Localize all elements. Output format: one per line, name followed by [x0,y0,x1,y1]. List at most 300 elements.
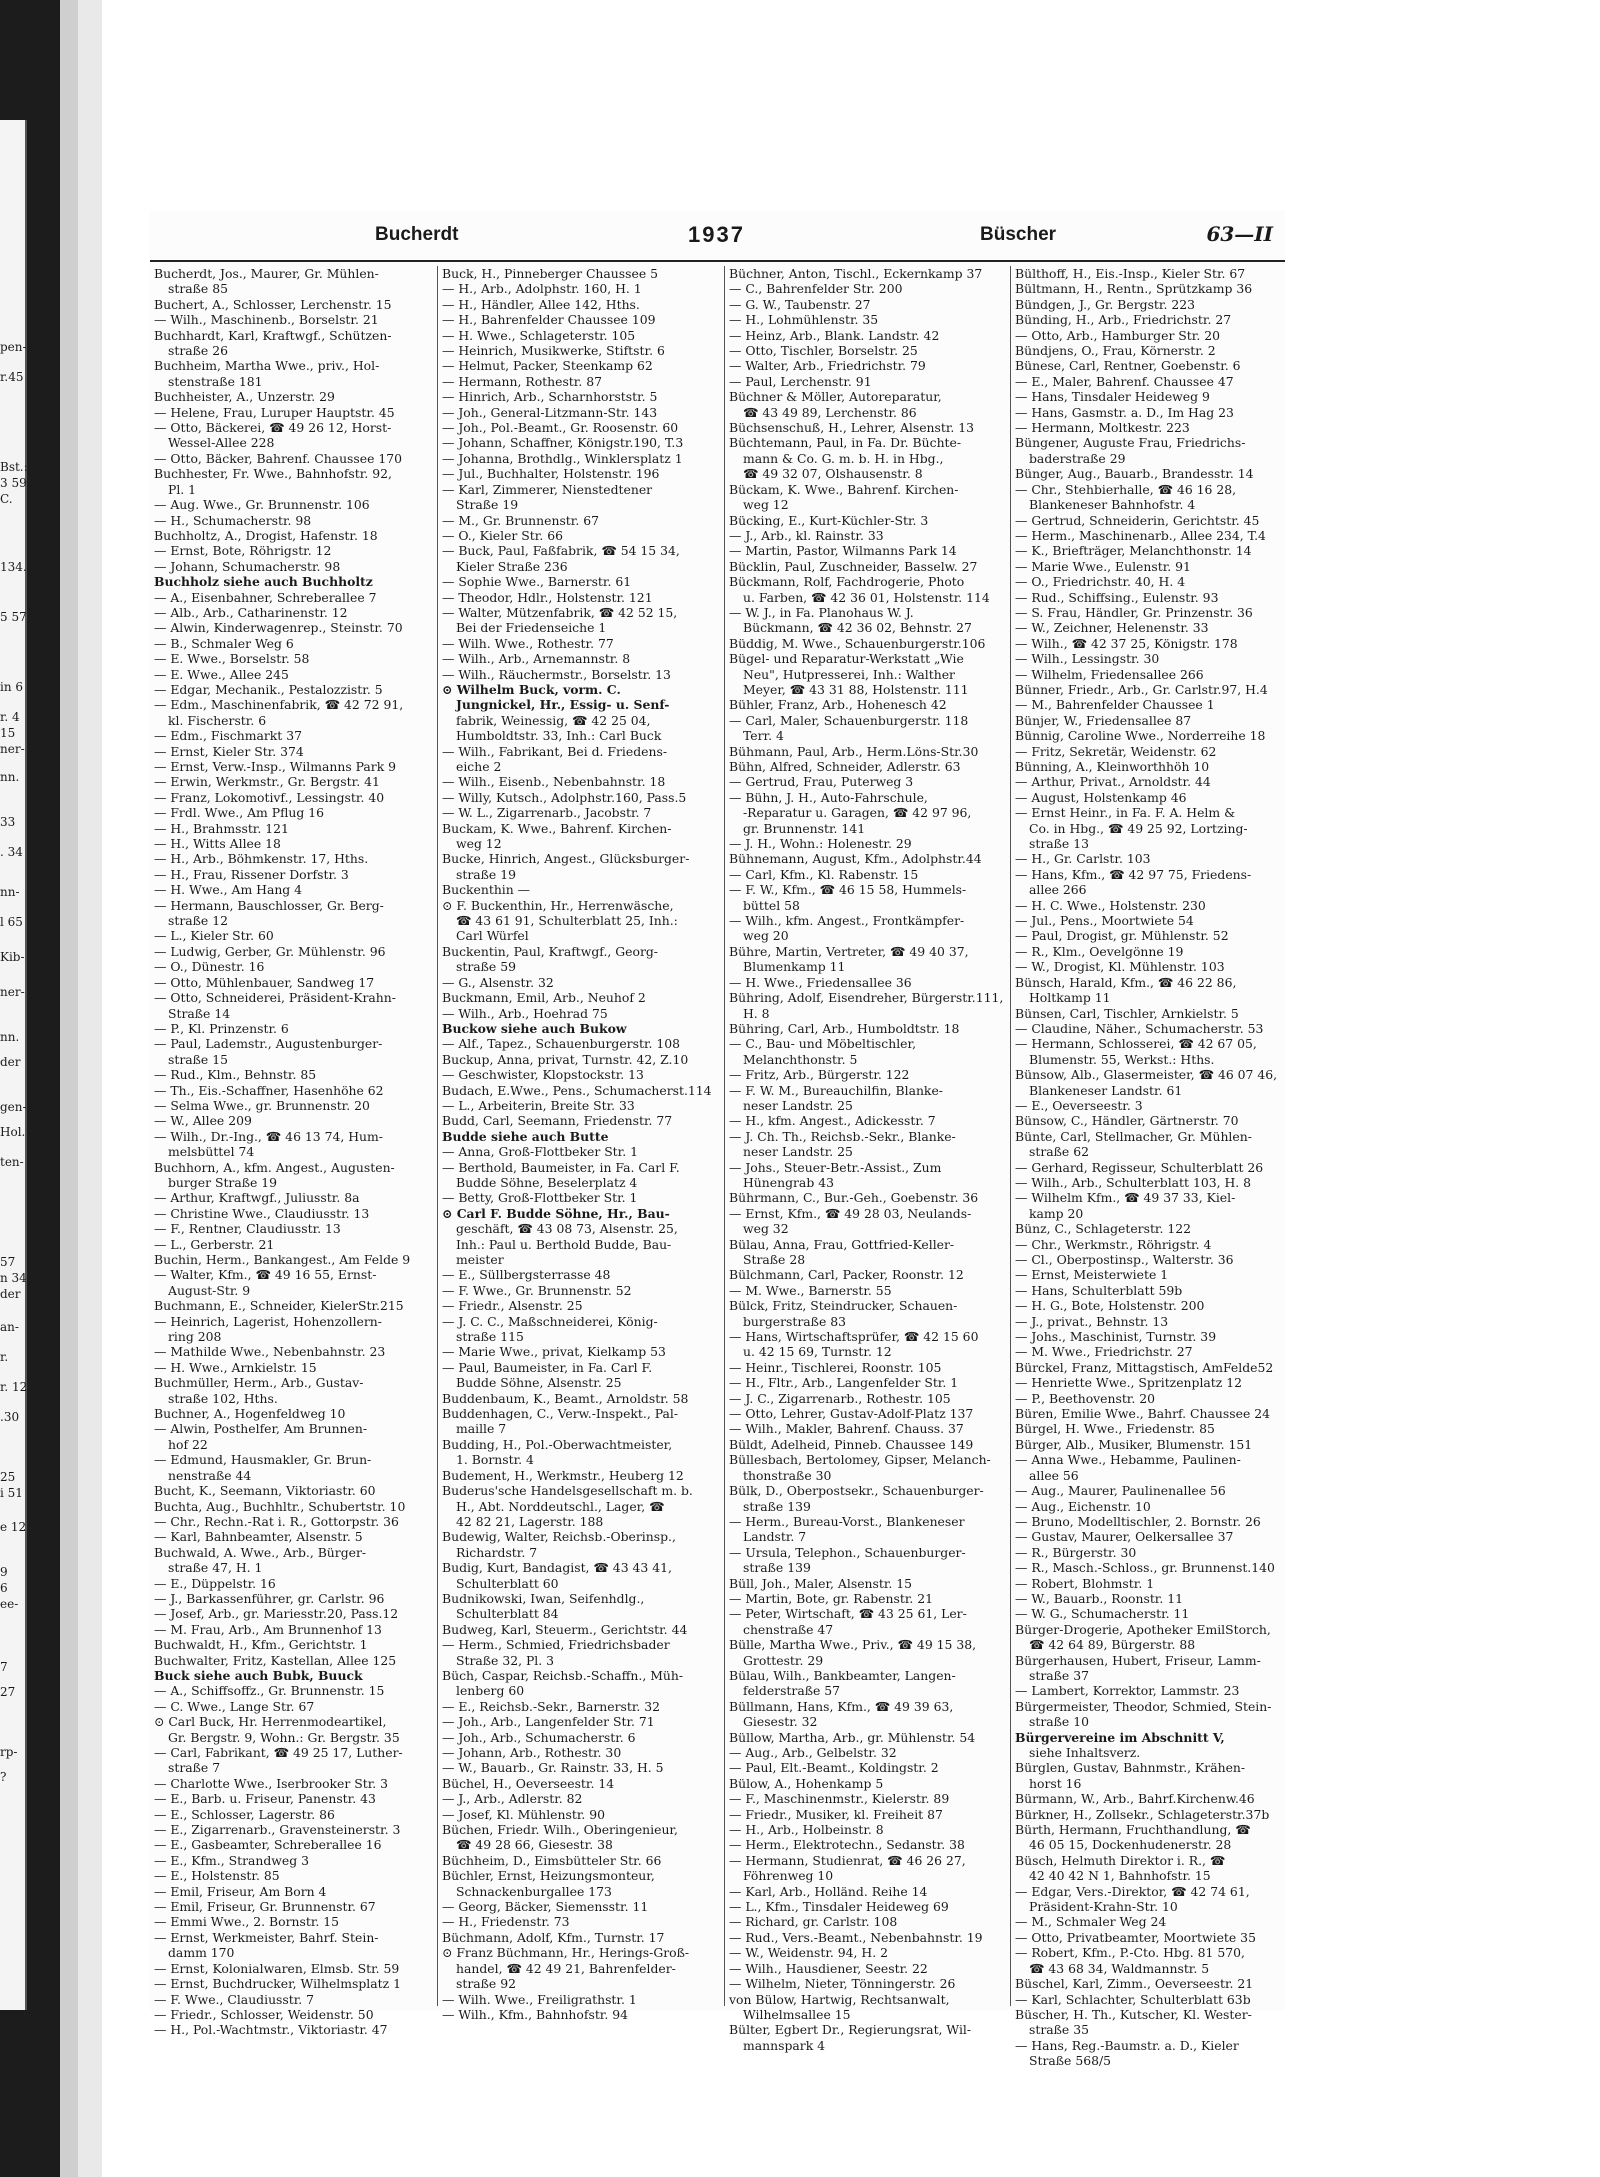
directory-entry-line: u. Farben, ☎ 42 36 01, Holstenstr. 114 [743,589,990,605]
directory-entry-line: mann & Co. G. m. b. H. in Hbg., [743,450,944,466]
directory-entry-line: — Wilh., Eisenb., Nebenbahnstr. 18 [442,774,666,790]
directory-entry-line: — Marie Wwe., privat, Kielkamp 53 [442,1344,666,1360]
directory-entry-line: — Friedr., Schlosser, Weidenstr. 50 [154,2006,374,2022]
directory-entry-line: ⊙ Franz Büchmann, Hr., Herings-Groß- [442,1945,690,1961]
directory-entry-line: Buchwaldt, H., Kfm., Gerichtstr. 1 [154,1637,368,1653]
facing-page-text-fragment: ner- [0,742,25,756]
directory-entry-line: — Aug., Maurer, Paulinenallee 56 [1015,1483,1226,1499]
directory-entry-line: — Edgar, Vers.-Direktor, ☎ 42 74 61, [1015,1883,1250,1899]
directory-entry-line: — E. Wwe., Borselstr. 58 [154,651,310,667]
directory-entry-line: — Wilh. Wwe., Freiligrathstr. 1 [442,1991,637,2007]
directory-entry-line: — Friedr., Alsenstr. 25 [442,1298,583,1314]
directory-entry-line: straße 92 [456,1976,516,1992]
directory-entry-line: Büch, Caspar, Reichsb.-Schaffn., Müh- [442,1667,684,1683]
directory-entry-line: — Otto, Privatbeamter, Moortwiete 35 [1015,1929,1256,1945]
directory-entry-line: — Otto, Bäckerei, ☎ 49 26 12, Horst- [154,420,392,436]
directory-entry-line: Budde Söhne, Alsenstr. 25 [456,1375,622,1391]
directory-entry-line: — Cl., Oberpostinsp., Walterstr. 36 [1015,1252,1234,1267]
directory-entry-line: — E., Kfm., Strandweg 3 [154,1852,309,1868]
directory-entry-line: — H., Schumacherstr. 98 [154,512,312,528]
directory-entry-line: — Jul., Pens., Moortwiete 54 [1015,913,1194,929]
directory-entry-line: — Karl, Bahnbeamter, Alsenstr. 5 [154,1529,363,1545]
directory-entry-line: weg 12 [456,836,502,852]
directory-entry-line: Straße 14 [168,1005,231,1021]
directory-entry-line: — B., Schmaler Weg 6 [154,635,294,651]
facing-page-text-fragment: 134. [0,560,27,574]
directory-entry-line: — H., Lohmühlenstr. 35 [729,312,879,328]
directory-entry-line: ring 208 [168,1329,222,1345]
directory-entry-line: — Wilhelm, Nieter, Tönningerstr. 26 [729,1976,956,1992]
directory-entry-line: — C. Wwe., Lange Str. 67 [154,1698,315,1714]
directory-entry-line: — Martin, Pastor, Wilmanns Park 14 [729,543,957,559]
directory-entry-line: Buchmann, E., Schneider, KielerStr.215 [154,1298,404,1314]
directory-entry-line: gr. Brunnenstr. 141 [743,820,866,836]
directory-entry-line: Buckenthin — [442,882,531,898]
directory-entry-line: Bürglen, Gustav, Bahnmstr., Krähen- [1015,1760,1246,1776]
directory-entry-line: Büllow, Martha, Arb., gr. Mühlenstr. 54 [729,1729,976,1745]
directory-entry-line: — L., Arbeiterin, Breite Str. 33 [442,1097,635,1113]
facing-page-text-fragment: . 34 [0,845,23,859]
facing-page-text-fragment: ten- [0,1155,24,1169]
directory-entry-line: Bücklin, Paul, Zuschneider, Basselw. 27 [729,558,978,574]
directory-entry-line: — W., Zeichner, Helenenstr. 33 [1015,620,1209,636]
directory-entry-line: Bündjens, O., Frau, Körnerstr. 2 [1015,343,1216,359]
facing-page-text-fragment: rp- [0,1745,18,1759]
directory-entry-line: Bünger, Aug., Bauarb., Brandesstr. 14 [1015,466,1254,482]
directory-entry-line: — Heinr., Tischlerei, Roonstr. 105 [729,1359,942,1375]
directory-entry-line: — Berthold, Baumeister, in Fa. Carl F. [442,1159,680,1175]
directory-entry-line: — J. C., Zigarrenarb., Rothestr. 105 [729,1390,951,1406]
directory-entry-line: — Karl, Arb., Holländ. Reihe 14 [729,1883,928,1899]
directory-entry-line: — Hermann, Moltkestr. 223 [1015,420,1190,436]
directory-entry-line: nenstraße 44 [168,1467,252,1483]
directory-entry-line: Büchen, Friedr. Wilh., Oberingenieur, [442,1822,678,1838]
directory-entry-line: Bünsow, C., Händler, Gärtnerstr. 70 [1015,1113,1239,1129]
directory-entry-line: — Bruno, Modelltischler, 2. Bornstr. 26 [1015,1513,1261,1529]
binding-edge [60,0,78,2177]
directory-entry-line: Büll, Joh., Maler, Alsenstr. 15 [729,1575,913,1591]
directory-entry-line: Buchheister, A., Unzerstr. 29 [154,389,335,405]
directory-entry-line: — J., Arb., kl. Rainstr. 33 [729,527,884,543]
directory-entry-line: — Herm., Maschinenarb., Allee 234, T.4 [1015,527,1266,543]
directory-entry-line: — Wilh., Arb., Hoehrad 75 [442,1005,608,1021]
directory-entry-line: Bühnemann, August, Kfm., Adolphstr.44 [729,851,982,867]
directory-entry-line: — Josef, Arb., gr. Mariesstr.20, Pass.12 [154,1606,399,1622]
directory-entry-line: melsbüttel 74 [168,1144,255,1160]
directory-entry-line: — Wilh., Dr.-Ing., ☎ 46 13 74, Hum- [154,1128,383,1144]
directory-entry-line: Bürth, Hermann, Fruchthandlung, ☎ [1015,1822,1251,1838]
directory-entry-line: — M., Gr. Brunnenstr. 67 [442,512,599,528]
directory-entry-line: — Hans, Reg.-Baumstr. a. D., Kieler [1015,2037,1239,2053]
directory-entry-line: Bürgermeister, Theodor, Schmied, Stein- [1015,1698,1272,1714]
directory-entry-line: Bürger-Drogerie, Apotheker EmilStorch, [1015,1621,1271,1637]
column-4 [1010,266,1284,2069]
directory-entry-line: ⊙ Wilhelm Buck, vorm. C. [442,681,621,697]
facing-page-text-fragment: ner- [0,985,25,999]
directory-entry-line: ⊙ Carl Buck, Hr. Herrenmodeartikel, [154,1714,387,1730]
directory-entry-line: Hünengrab 43 [743,1174,834,1190]
directory-entry-line: — H. Wwe., Arnkielstr. 15 [154,1359,317,1375]
facing-page-text-fragment: 27 [0,1685,16,1699]
directory-entry-line: Bürgervereine im Abschnitt V, [1015,1729,1225,1745]
directory-entry-line: — M. Wwe., Barnerstr. 55 [729,1282,892,1298]
facing-page-text-fragment: pen- [0,340,27,354]
directory-entry-line: Bühn, Alfred, Schneider, Adlerstr. 63 [729,759,961,774]
directory-entry-line: — Ludwig, Gerber, Gr. Mühlenstr. 96 [154,943,386,959]
directory-entry-line: — J., privat., Behnstr. 13 [1015,1313,1169,1329]
directory-entry-line: — L., Kieler Str. 60 [154,928,274,944]
directory-entry-line: Büchsenschuß, H., Lehrer, Alsenstr. 13 [729,420,975,436]
directory-entry-line: Bückmann, Rolf, Fachdrogerie, Photo [729,574,965,590]
directory-entry-line: Schulterblatt 60 [456,1575,559,1591]
directory-entry-line: Pl. 1 [168,481,197,497]
directory-entry-line: — Hermann, Rothestr. 87 [442,373,602,389]
directory-entry-line: Bünsch, Harald, Kfm., ☎ 46 22 86, [1015,974,1237,990]
directory-entry-line: — H., Arb., Holbeinstr. 8 [729,1822,884,1838]
directory-entry-line: — Aug., Eichenstr. 10 [1015,1498,1151,1514]
directory-entry-line: straße 37 [1029,1667,1089,1683]
facing-page-text-fragment: nn. [0,770,20,784]
directory-entry-line: — F., Maschinenmstr., Kielerstr. 89 [729,1791,950,1807]
directory-entry-line: — Carl, Kfm., Kl. Rabenstr. 15 [729,866,919,882]
column-3 [724,266,1004,2053]
directory-entry-line: — K., Briefträger, Melanchthonstr. 14 [1015,543,1252,559]
directory-entry-line: — Ernst, Kolonialwaren, Elmsb. Str. 59 [154,1960,400,1976]
directory-entry-line: — Edgar, Mechanik., Pestalozzistr. 5 [154,681,383,697]
directory-entry-line: — E., Düppelstr. 16 [154,1575,276,1591]
facing-page-text-fragment: i 51 [0,1486,23,1500]
directory-entry-line: weg 32 [743,1221,789,1237]
directory-entry-line: ☎ 43 61 91, Schulterblatt 25, Inh.: [456,913,678,929]
header-first-entry: Bucherdt [375,224,459,245]
directory-entry-line: Richardstr. 7 [456,1544,538,1560]
facing-page-text-fragment: der [0,1055,21,1069]
directory-entry-line: — E., Oeverseestr. 3 [1015,1097,1143,1113]
directory-entry-line: — Wilh., Kfm., Bahnhofstr. 94 [442,2006,628,2022]
directory-entry-line: Wilhelmsallee 15 [743,2006,851,2022]
directory-entry-line: straße 7 [168,1760,221,1776]
directory-entry-line: Gr. Bergstr. 9, Wohn.: Gr. Bergstr. 35 [168,1729,400,1745]
directory-entry-line: — Joh., General-Litzmann-Str. 143 [442,404,658,420]
directory-entry-line: — O., Dünestr. 16 [154,959,265,975]
directory-entry-line: — Fritz, Arb., Bürgerstr. 122 [729,1067,910,1083]
directory-entry-line: neser Landstr. 25 [743,1097,853,1113]
directory-entry-line: Bühmann, Paul, Arb., Herm.Löns-Str.30 [729,743,979,759]
directory-entry-line: Buchhester, Fr. Wwe., Bahnhofstr. 92, [154,466,392,482]
directory-entry-line: — Alb., Arb., Catharinenstr. 12 [154,604,348,620]
directory-entry-line: kamp 20 [1029,1205,1084,1221]
directory-entry-line: — Wilh., Fabrikant, Bei d. Friedens- [442,743,668,759]
directory-entry-line: — Geschwister, Klopstockstr. 13 [442,1067,644,1083]
directory-entry-line: — Walter, Kfm., ☎ 49 16 55, Ernst- [154,1267,377,1283]
facing-page-text-fragment: 15 [0,726,16,740]
directory-entry-line: — Frdl. Wwe., Am Pflug 16 [154,805,324,821]
directory-entry-line: — Ernst, Meisterwiete 1 [1015,1267,1169,1283]
facing-page-text-fragment: n 34 [0,1271,27,1285]
directory-entry-line: — L., Kfm., Tinsdaler Heideweg 69 [729,1899,949,1915]
directory-entry-line: — Ernst, Bote, Röhrigstr. 12 [154,543,332,559]
header-year: 1937 [688,222,745,247]
directory-entry-line: — Wilh., Makler, Bahrenf. Chauss. 37 [729,1421,964,1437]
directory-entry-line: — Anna Wwe., Hebamme, Paulinen- [1015,1452,1241,1468]
directory-entry-line: — F., Rentner, Claudiusstr. 13 [154,1221,341,1237]
directory-entry-line: — Betty, Groß-Flottbeker Str. 1 [442,1190,638,1206]
directory-entry-line: — Willy, Kutsch., Adolphstr.160, Pass.5 [442,789,687,805]
directory-entry-line: — H., Witts Allee 18 [154,836,281,852]
directory-entry-line: Buddenhagen, C., Verw.-Inspekt., Pal- [442,1406,679,1422]
directory-entry-line: — G., Alsenstr. 32 [442,974,554,990]
directory-entry-line: ☎ 49 28 66, Giesestr. 38 [456,1837,613,1853]
directory-entry-line: Bucht, K., Seemann, Viktoriastr. 60 [154,1483,376,1499]
directory-entry-line: Büllesbach, Bertolomey, Gipser, Melanch- [729,1452,991,1468]
directory-entry-line: Präsident-Krahn-Str. 10 [1029,1899,1178,1915]
directory-entry-line: — E. Wwe., Allee 245 [154,666,289,682]
directory-entry-line: — Otto, Bäcker, Bahrenf. Chaussee 170 [154,450,403,466]
directory-entry-line: — Peter, Wirtschaft, ☎ 43 25 61, Ler- [729,1606,967,1622]
directory-entry-line: Bucke, Hinrich, Angest., Glücksburger- [442,851,690,867]
directory-entry-line: Melanchthonstr. 5 [743,1051,858,1067]
directory-entry-line: — H., Arb., Adolphstr. 160, H. 1 [442,281,642,297]
directory-entry-line: H., Abt. Norddeutschl., Lager, ☎ [456,1498,665,1514]
directory-entry-line: — Carl, Fabrikant, ☎ 49 25 17, Luther- [154,1745,403,1760]
directory-entry-line: — W., Bauarb., Gr. Rainstr. 33, H. 5 [442,1760,664,1776]
directory-entry-line: — H. C. Wwe., Holstenstr. 230 [1015,897,1206,913]
directory-entry-line: Budnikowski, Iwan, Seifenhdlg., [442,1590,645,1606]
directory-entry-line: — H., kfm. Angest., Adickesstr. 7 [729,1113,936,1129]
directory-entry-line: — Fritz, Sekretär, Weidenstr. 62 [1015,743,1217,759]
directory-entry-line: Bühring, Carl, Arb., Humboldtstr. 18 [729,1020,960,1036]
directory-entry-line: Büddig, M. Wwe., Schauenburgerstr.106 [729,635,986,651]
directory-entry-line: — R., Masch.-Schloss., gr. Brunnenst.140 [1015,1560,1275,1576]
directory-entry-line: Büchmann, Adolf, Kfm., Turnstr. 17 [442,1929,665,1945]
directory-entry-line: Bülle, Martha Wwe., Priv., ☎ 49 15 38, [729,1637,977,1653]
directory-entry-line: — S. Frau, Händler, Gr. Prinzenstr. 36 [1015,604,1253,620]
directory-entry-line: — F. Wwe., Claudiusstr. 7 [154,1991,315,2007]
directory-entry-line: — Alf., Tapez., Schauenburgerstr. 108 [442,1036,681,1052]
directory-entry-line: — Gerhard, Regisseur, Schulterblatt 26 [1015,1159,1264,1175]
directory-entry-line: — Edm., Fischmarkt 37 [154,728,302,744]
directory-entry-line: — F. W. M., Bureauchilfin, Blanke- [729,1082,943,1098]
directory-entry-line: — E., Barb. u. Friseur, Panenstr. 43 [154,1791,376,1807]
directory-entry-line: Grottestr. 29 [743,1652,824,1668]
directory-entry-line: Budewig, Walter, Reichsb.-Oberinsp., [442,1529,676,1545]
directory-entry-line: Büchler, Ernst, Heizungsmonteur, [442,1868,655,1884]
directory-entry-line: — Gustav, Maurer, Oelkersallee 37 [1015,1529,1234,1545]
directory-entry-line: Bülau, Anna, Frau, Gottfried-Keller- [729,1236,955,1252]
directory-entry-line: — Georg, Bäcker, Siemensstr. 11 [442,1899,649,1915]
directory-entry-line: — M., Schmaler Weg 24 [1015,1914,1167,1930]
facing-page-text-fragment: l 65 [0,915,23,929]
directory-entry-line: — P., Beethovenstr. 20 [1015,1390,1156,1406]
directory-entry-line: — J., Arb., Adlerstr. 82 [442,1791,583,1807]
directory-entry-line: — Charlotte Wwe., Iserbrooker Str. 3 [154,1775,389,1791]
directory-entry-line: Bückam, K. Wwe., Bahrenf. Kirchen- [729,481,959,497]
directory-entry-line: Buchwalter, Fritz, Kastellan, Allee 125 [154,1652,397,1668]
directory-entry-line: Bürgerhausen, Hubert, Friseur, Lamm- [1015,1652,1261,1668]
facing-page-fragment [0,120,31,2010]
directory-entry-line: Buckentin, Paul, Kraftwgf., Georg- [442,943,658,959]
directory-entry-line: — Friedr., Musiker, kl. Freiheit 87 [729,1806,943,1822]
facing-page-text-fragment: an- [0,1320,19,1334]
directory-entry-line: — Wilh., Arb., Arnemannstr. 8 [442,651,631,667]
directory-entry-line: hof 22 [168,1436,208,1452]
directory-entry-line: Bühler, Franz, Arb., Hohenesch 42 [729,697,947,713]
facing-page-text-fragment: nn- [0,885,20,899]
directory-entry-line: geschäft, ☎ 43 08 73, Alsenstr. 25, [456,1221,678,1237]
directory-entry-line: Bündgen, J., Gr. Bergstr. 223 [1015,296,1195,312]
directory-entry-line: Bünsen, Carl, Tischler, Arnkielstr. 5 [1015,1005,1239,1021]
directory-entry-line: — A., Schiffsoffz., Gr. Brunnenstr. 15 [154,1683,385,1699]
directory-entry-line: Bührmann, C., Bur.-Geh., Goebenstr. 36 [729,1190,979,1206]
directory-entry-line: — Johs., Steuer-Betr.-Assist., Zum [729,1159,942,1175]
directory-entry-line: — Bühn, J. H., Auto-Fahrschule, [729,789,928,805]
facing-page-text-fragment: ? [0,1770,7,1784]
directory-entry-line: — Gertrud, Schneiderin, Gerichtstr. 45 [1015,512,1260,528]
directory-entry-line: mannspark 4 [743,2037,826,2053]
directory-entry-line: Straße 568/5 [1029,2053,1112,2069]
directory-entry-line: — R., Bürgerstr. 30 [1015,1544,1137,1560]
directory-entry-line: — Selma Wwe., gr. Brunnenstr. 20 [154,1097,370,1113]
directory-entry-line: Büsch, Helmuth Direktor i. R., ☎ [1015,1852,1226,1868]
directory-entry-line: straße 12 [168,913,228,929]
directory-entry-line: — Johann, Schaffner, Königstr.190, T.3 [442,435,684,451]
directory-entry-line: — Otto, Tischler, Borselstr. 25 [729,343,918,359]
directory-entry-line: ☎ 43 68 34, Waldmannstr. 5 [1029,1960,1210,1976]
directory-entry-line: — Marie Wwe., Eulenstr. 91 [1015,558,1191,574]
directory-entry-line: Buchhorn, A., kfm. Angest., Augusten- [154,1159,395,1175]
directory-entry-line: — Otto, Lehrer, Gustav-Adolf-Platz 137 [729,1406,974,1422]
directory-entry-line: Buck siehe auch Bubk, Buuck [154,1667,363,1683]
directory-entry-line: — H., Frau, Rissener Dorfstr. 3 [154,866,349,882]
facing-page-text-fragment: 6 [0,1581,8,1595]
directory-entry-line: — Ernst, Kfm., ☎ 49 28 03, Neulands- [729,1205,972,1221]
directory-entry-line: von Bülow, Hartwig, Rechtsanwalt, [729,1991,950,2007]
directory-entry-line: Straße 19 [456,497,519,513]
directory-entry-line: — Ernst Heinr., in Fa. F. A. Helm & [1015,805,1236,821]
directory-entry-line: allee 56 [1029,1467,1079,1483]
directory-entry-line: straße 15 [168,1051,228,1067]
directory-entry-line: Bülk, D., Oberpostsekr., Schauenburger- [729,1483,984,1499]
facing-page-text-fragment: r. 12 [0,1380,28,1394]
directory-entry-line: Buchholz siehe auch Buchholtz [154,574,373,590]
directory-entry-line: straße 139 [743,1560,811,1576]
page-header [150,210,1285,262]
directory-entry-line: siehe Inhaltsverz. [1029,1745,1141,1760]
directory-entry-line: Büchner & Möller, Autoreparatur, [729,389,942,405]
directory-entry-line: — M., Bahrenfelder Chaussee 1 [1015,697,1215,713]
directory-entry-line: — E., Reichsb.-Sekr., Barnerstr. 32 [442,1698,661,1714]
facing-page-text-fragment: 7 [0,1660,8,1674]
directory-entry-line: — Heinrich, Lagerist, Hohenzollern- [154,1313,382,1329]
directory-entry-line: Büchtemann, Paul, in Fa. Dr. Büchte- [729,435,962,451]
directory-entry-line: — Arthur, Kraftwgf., Juliusstr. 8a [154,1190,360,1206]
directory-entry-line: — Hans, Tinsdaler Heideweg 9 [1015,389,1210,405]
directory-entry-line: horst 16 [1029,1775,1082,1791]
directory-entry-line: — Buck, Paul, Faßfabrik, ☎ 54 15 34, [442,543,680,559]
directory-entry-line: Buchwald, A. Wwe., Arb., Bürger- [154,1544,367,1560]
directory-entry-line: — Chr., Stehbierhalle, ☎ 46 16 28, [1015,481,1237,497]
directory-entry-line: — H. G., Bote, Holstenstr. 200 [1015,1298,1205,1314]
directory-entry-line: — Lambert, Korrektor, Lammstr. 23 [1015,1683,1240,1699]
directory-entry-line: — Helmut, Packer, Steenkamp 62 [442,358,653,374]
directory-entry-line: Büchel, H., Oeverseestr. 14 [442,1775,615,1791]
directory-columns [150,266,1285,2069]
directory-entry-line: — Otto, Arb., Hamburger Str. 20 [1015,327,1220,343]
directory-entry-line: Bünner, Friedr., Arb., Gr. Carlstr.97, H.4 [1015,681,1268,697]
facing-page-text-fragment: r. 4 [0,710,20,724]
directory-entry-line: straße 47, H. 1 [168,1560,263,1576]
directory-entry-line: — Heinz, Arb., Blank. Landstr. 42 [729,327,940,343]
directory-entry-line: — Helene, Frau, Luruper Hauptstr. 45 [154,404,395,420]
directory-entry-line: — Anna, Groß-Flottbeker Str. 1 [442,1144,638,1160]
facing-page-text-fragment: ee- [0,1597,19,1611]
directory-entry-line: — J., Barkassenführer, gr. Carlstr. 96 [154,1590,385,1606]
directory-entry-line: Budach, E.Wwe., Pens., Schumacherst.114 [442,1082,712,1098]
directory-entry-line: thonstraße 30 [743,1467,832,1483]
directory-entry-line: damm 170 [168,1945,235,1961]
directory-entry-line: — Wilh., kfm. Angest., Frontkämpfer- [729,913,965,929]
header-last-entry: Büscher [980,224,1057,245]
directory-entry-line: — Martin, Bote, gr. Rabenstr. 21 [729,1590,934,1606]
directory-entry-line: Buchner, A., Hogenfeldweg 10 [154,1406,346,1422]
directory-entry-line: — Jul., Buchhalter, Holstenstr. 196 [442,466,660,482]
directory-entry-line: — M. Wwe., Friedrichstr. 27 [1015,1344,1193,1360]
directory-entry-line: — H., Brahmsstr. 121 [154,820,289,836]
directory-entry-line: — L., Gerberstr. 21 [154,1236,275,1252]
directory-entry-line: — H., Friedenstr. 73 [442,1914,570,1930]
directory-entry-line: — Wilh., Arb., Schulterblatt 103, H. 8 [1015,1174,1252,1190]
directory-entry-line: — Rud., Klm., Behnstr. 85 [154,1067,317,1083]
directory-entry-line: — Hans, Schulterblatt 59b [1015,1282,1183,1298]
directory-entry-line: — Paul, Baumeister, in Fa. Carl F. [442,1359,653,1375]
directory-entry-line: — H., Gr. Carlstr. 103 [1015,851,1151,867]
directory-entry-line: Wessel-Allee 228 [168,435,275,451]
directory-entry-line: neser Landstr. 25 [743,1144,853,1160]
directory-entry-line: 46 05 15, Dockenhudenerstr. 28 [1029,1837,1232,1853]
directory-entry-line: Landstr. 7 [743,1529,807,1545]
directory-entry-line: — E., Schlosser, Lagerstr. 86 [154,1806,335,1822]
directory-entry-line: — Otto, Mühlenbauer, Sandweg 17 [154,974,375,990]
directory-entry-line: — Johann, Schumacherstr. 98 [154,558,341,574]
directory-entry-line: — Edm., Maschinenfabrik, ☎ 42 72 91, [154,697,404,713]
directory-entry-line: Meyer, ☎ 43 31 88, Holstenstr. 111 [743,681,969,697]
directory-entry-line: felderstraße 57 [743,1683,841,1699]
directory-entry-line: maille 7 [456,1421,507,1437]
facing-page-text-fragment: .30 [0,1410,20,1424]
directory-entry-line: — H., Arb., Böhmkenstr. 17, Hths. [154,851,369,867]
directory-entry-line: — Franz, Lokomotivf., Lessingstr. 40 [154,789,385,805]
directory-entry-line: — J. Ch. Th., Reichsb.-Sekr., Blanke- [729,1128,956,1144]
directory-entry-line: Bürmann, W., Arb., Bahrf.Kirchenw.46 [1015,1791,1255,1807]
directory-entry-line: Blankeneser Bahnhofstr. 4 [1029,497,1196,513]
directory-entry-line: Bünsow, Alb., Glasermeister, ☎ 46 07 46, [1015,1067,1278,1083]
directory-entry-line: Buchta, Aug., Buchhltr., Schubertstr. 10 [154,1498,406,1514]
directory-entry-line: — W., Weidenstr. 94, H. 2 [729,1945,888,1961]
directory-entry-line: — Robert, Kfm., P.-Cto. Hbg. 81 570, [1015,1945,1245,1961]
directory-entry-line: — Ernst, Verw.-Insp., Wilmanns Park 9 [154,759,397,774]
directory-entry-line: — Wilhelm, Friedensallee 266 [1015,666,1204,682]
directory-entry-line: — J. H., Wohn.: Holenestr. 29 [729,836,912,852]
facing-page-text-fragment: gen- [0,1100,27,1114]
directory-entry-line: — A., Eisenbahner, Schreberallee 7 [154,589,377,605]
directory-entry-line: Carl Würfel [456,928,529,944]
directory-entry-line: — W., Drogist, Kl. Mühlenstr. 103 [1015,959,1225,975]
directory-entry-line: — Heinrich, Musikwerke, Stiftstr. 6 [442,343,665,359]
directory-entry-line: — Chr., Werkmstr., Röhrigstr. 4 [1015,1236,1212,1252]
directory-entry-line: Bünte, Carl, Stellmacher, Gr. Mühlen- [1015,1128,1252,1144]
directory-entry-line: Bünese, Carl, Rentner, Goebenstr. 6 [1015,358,1241,374]
directory-entry-line: straße 26 [168,343,228,359]
